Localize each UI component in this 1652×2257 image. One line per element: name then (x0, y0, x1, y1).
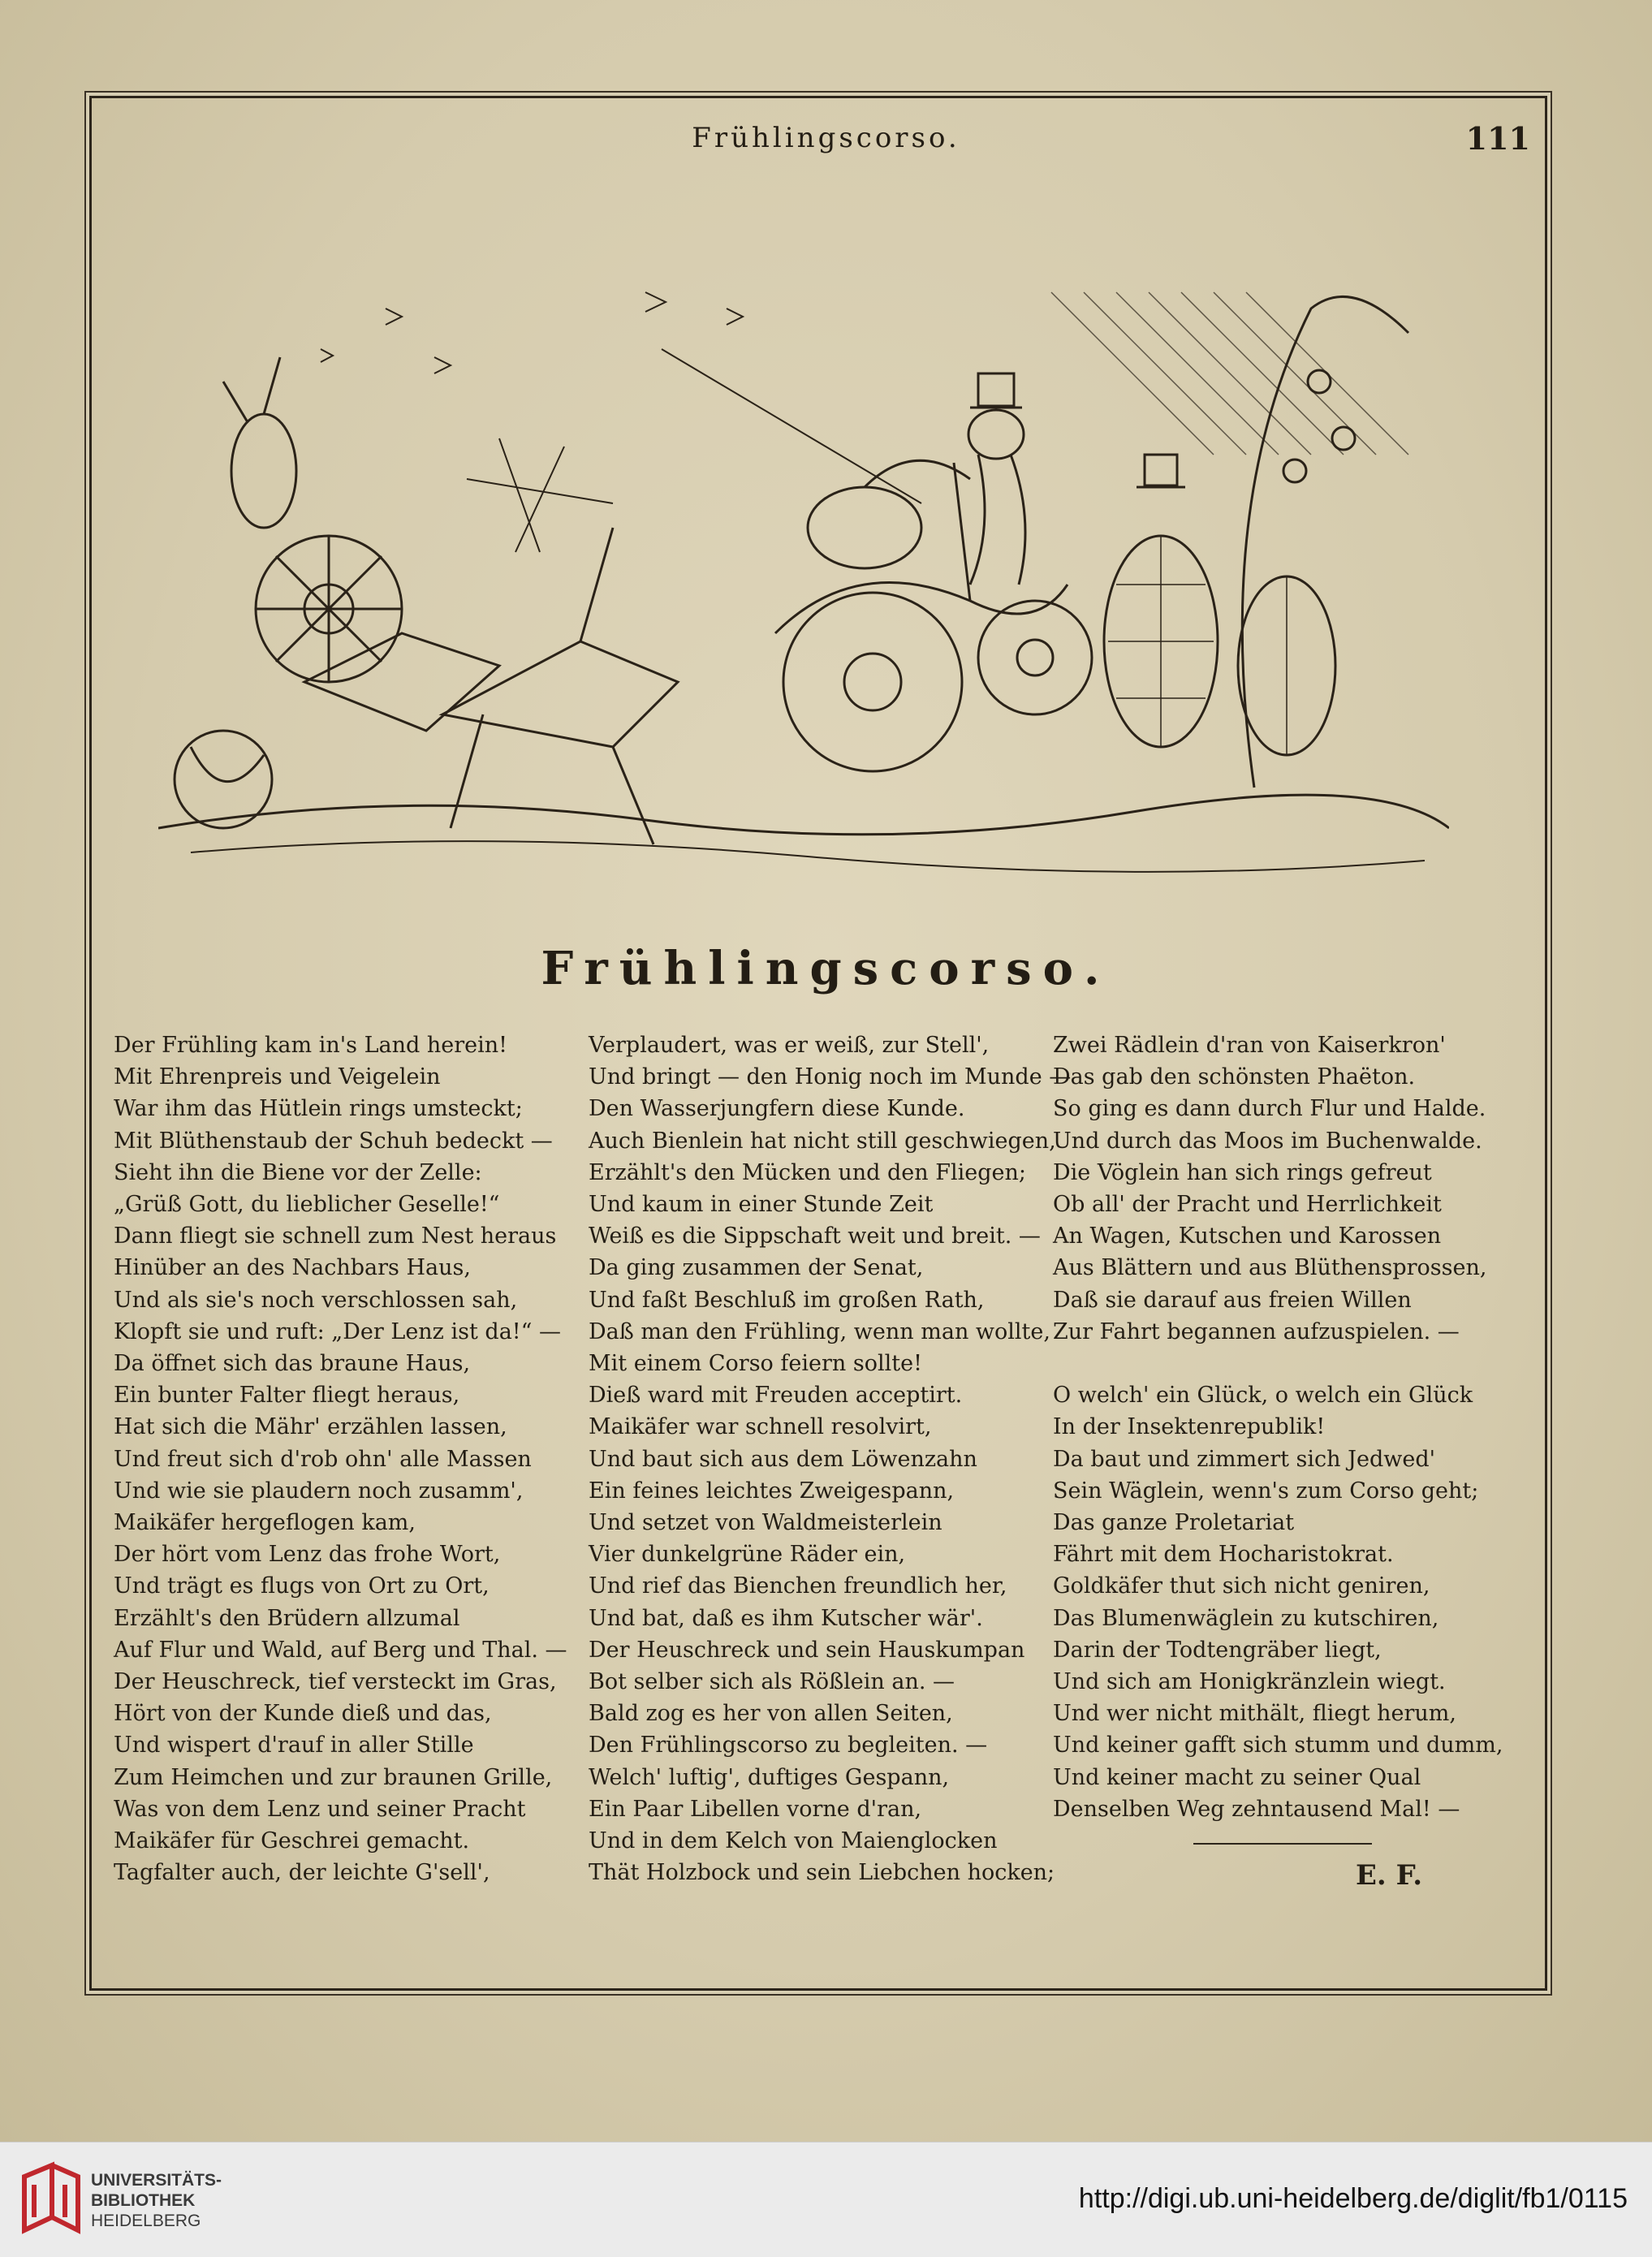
poem-line: Den Frühlingscorso zu begleiten. — (589, 1733, 988, 1759)
poem-line: Was von dem Lenz und seiner Pracht (114, 1796, 526, 1822)
poem-line: Da ging zusammen der Senat, (589, 1255, 924, 1281)
poem-line: Dann fliegt sie schnell zum Nest heraus (114, 1223, 557, 1249)
poem-line: Denselben Weg zehntausend Mal! — (1053, 1796, 1460, 1822)
poem-line: Ein Paar Libellen vorne d'ran, (589, 1796, 922, 1822)
stanza-break (1053, 1348, 1503, 1379)
poem-line: Das gab den schönsten Phaëton. (1053, 1064, 1416, 1090)
page-number: 111 (1465, 120, 1530, 157)
poem-line: So ging es dann durch Flur und Halde. (1053, 1096, 1486, 1122)
library-logo-icon (19, 2160, 83, 2238)
poem-line: Den Wasserjungfern diese Kunde. (589, 1096, 965, 1122)
poem-line: Hinüber an des Nachbars Haus, (114, 1255, 471, 1281)
poem-line: Das Blumenwäglein zu kutschiren, (1053, 1605, 1439, 1631)
poem-column-3 (1053, 1029, 1503, 1825)
poem-line: Und kaum in einer Stunde Zeit (589, 1192, 934, 1218)
poem-line: Maikäfer hergeflogen kam, (114, 1510, 416, 1536)
poem-title: Frühlingscorso. (541, 942, 1111, 995)
poem-line: Mit Blüthenstaub der Schuh bedeckt — (114, 1128, 553, 1154)
poem-line: Sieht ihn die Biene vor der Zelle: (114, 1159, 482, 1185)
poem-line: Und in dem Kelch von Maienglocken (589, 1828, 998, 1854)
poem-line: Der hört vom Lenz das frohe Wort, (114, 1542, 501, 1568)
poem-line: Erzählt's den Mücken und den Fliegen; (589, 1159, 1026, 1185)
poem-line: Und trägt es flugs von Ort zu Ort, (114, 1573, 490, 1599)
poem-line: Klopft sie und ruft: „Der Lenz ist da!“ — (114, 1318, 562, 1344)
poem-line: Und rief das Bienchen freundlich her, (589, 1573, 1007, 1599)
poem-line: Welch' luftig', duftiges Gespann, (589, 1764, 950, 1790)
poem-line: Und als sie's noch verschlossen sah, (114, 1287, 518, 1313)
poem-line: Der Heuschreck und sein Hauskumpan (589, 1637, 1025, 1663)
poem-line: Und sich am Honigkränzlein wiegt. (1053, 1669, 1446, 1695)
poem-line: Maikäfer war schnell resolvirt, (589, 1414, 932, 1440)
poem-line: Bot selber sich als Rößlein an. — (589, 1669, 955, 1695)
poem-line: „Grüß Gott, du lieblicher Geselle!“ (114, 1192, 500, 1218)
poem-line: Und durch das Moos im Buchenwalde. (1053, 1128, 1482, 1154)
poem-line: Ob all' der Pracht und Herrlichkeit (1053, 1192, 1442, 1218)
source-url-link[interactable]: http://digi.ub.uni-heidelberg.de/diglit/fb1/0115 (1078, 2183, 1628, 2214)
poem-line: Und faßt Beschluß im großen Rath, (589, 1287, 985, 1313)
poem-line: Und baut sich aus dem Löwenzahn (589, 1446, 977, 1472)
poem-line: Da öffnet sich das braune Haus, (114, 1351, 471, 1377)
poem-line: Auf Flur und Wald, auf Berg und Thal. — (114, 1637, 567, 1663)
poem-line: Daß man den Frühling, wenn man wollte, (589, 1318, 1050, 1344)
poem-line: Mit Ehrenpreis und Veigelein (114, 1064, 441, 1090)
poem-line: Daß sie darauf aus freien Willen (1053, 1287, 1412, 1313)
poem-line: Darin der Todtengräber liegt, (1053, 1637, 1382, 1663)
poem-line: Weiß es die Sippschaft weit und breit. — (589, 1223, 1041, 1249)
poem-column-1 (114, 1029, 567, 1888)
poem-line: Hört von der Kunde dieß und das, (114, 1701, 492, 1727)
poem-line: Und wer nicht mithält, fliegt herum, (1053, 1701, 1456, 1727)
poem-line: Verplaudert, was er weiß, zur Stell', (589, 1033, 990, 1058)
end-rule (1193, 1843, 1372, 1845)
author-signature: E. F. (1356, 1859, 1423, 1892)
poem-line: Dieß ward mit Freuden acceptirt. (589, 1383, 963, 1409)
poem-line: Aus Blättern und aus Blüthensprossen, (1053, 1255, 1487, 1281)
poem-line: Ein feines leichtes Zweigespann, (589, 1478, 955, 1504)
poem-line: An Wagen, Kutschen und Karossen (1053, 1223, 1442, 1249)
poem-line: Und keiner macht zu seiner Qual (1053, 1764, 1421, 1790)
poem-line: Und bringt — den Honig noch im Munde — (589, 1064, 1072, 1090)
poem-line: Auch Bienlein hat nicht still geschwiegen, (589, 1128, 1056, 1154)
poem-line: Zur Fahrt begannen aufzuspielen. — (1053, 1318, 1460, 1344)
poem-line: Fährt mit dem Hocharistokrat. (1053, 1542, 1394, 1568)
running-head: Frühlingscorso. (692, 122, 960, 154)
poem-line: Thät Holzbock und sein Liebchen hocken; (589, 1860, 1055, 1886)
poem-column-2 (589, 1029, 1071, 1888)
poem-line: Erzählt's den Brüdern allzumal (114, 1605, 460, 1631)
poem-line: Und freut sich d'rob ohn' alle Massen (114, 1446, 532, 1472)
poem-line: War ihm das Hütlein rings umsteckt; (114, 1096, 523, 1122)
poem-line: Die Vöglein han sich rings gefreut (1053, 1159, 1432, 1185)
poem-line: Das ganze Proletariat (1053, 1510, 1295, 1536)
poem-line: Tagfalter auch, der leichte G'sell', (114, 1860, 490, 1886)
poem-line: Maikäfer für Geschrei gemacht. (114, 1828, 470, 1854)
poem-line: Hat sich die Mähr' erzählen lassen, (114, 1414, 507, 1440)
poem-line: Da baut und zimmert sich Jedwed' (1053, 1446, 1436, 1472)
poem-line: Goldkäfer thut sich nicht geniren, (1053, 1573, 1430, 1599)
poem-line: Zwei Rädlein d'ran von Kaiserkron' (1053, 1033, 1446, 1058)
poem-line: Vier dunkelgrüne Räder ein, (589, 1542, 906, 1568)
poem-line: Und wie sie plaudern noch zusamm', (114, 1478, 524, 1504)
poem-line: Mit einem Corso feiern sollte! (589, 1351, 922, 1377)
poem-line: Bald zog es her von allen Seiten, (589, 1701, 953, 1727)
poem-line: In der Insektenrepublik! (1053, 1414, 1326, 1440)
digitization-footer (0, 2142, 1652, 2257)
insect-procession-illustration (158, 260, 1449, 893)
library-name: UNIVERSITÄTS- BIBLIOTHEK HEIDELBERG (91, 2171, 222, 2230)
poem-line: Und setzet von Waldmeisterlein (589, 1510, 942, 1536)
poem-line: Der Frühling kam in's Land herein! (114, 1033, 507, 1058)
poem-line: Und keiner gafft sich stumm und dumm, (1053, 1733, 1503, 1759)
poem-line: Zum Heimchen und zur braunen Grille, (114, 1764, 553, 1790)
poem-line: Sein Wäglein, wenn's zum Corso geht; (1053, 1478, 1479, 1504)
poem-line: Ein bunter Falter fliegt heraus, (114, 1383, 460, 1409)
poem-line: Und bat, daß es ihm Kutscher wär'. (589, 1605, 983, 1631)
poem-line: O welch' ein Glück, o welch ein Glück (1053, 1383, 1473, 1409)
poem-line: Der Heuschreck, tief versteckt im Gras, (114, 1669, 557, 1695)
poem-line: Und wispert d'rauf in aller Stille (114, 1733, 474, 1759)
